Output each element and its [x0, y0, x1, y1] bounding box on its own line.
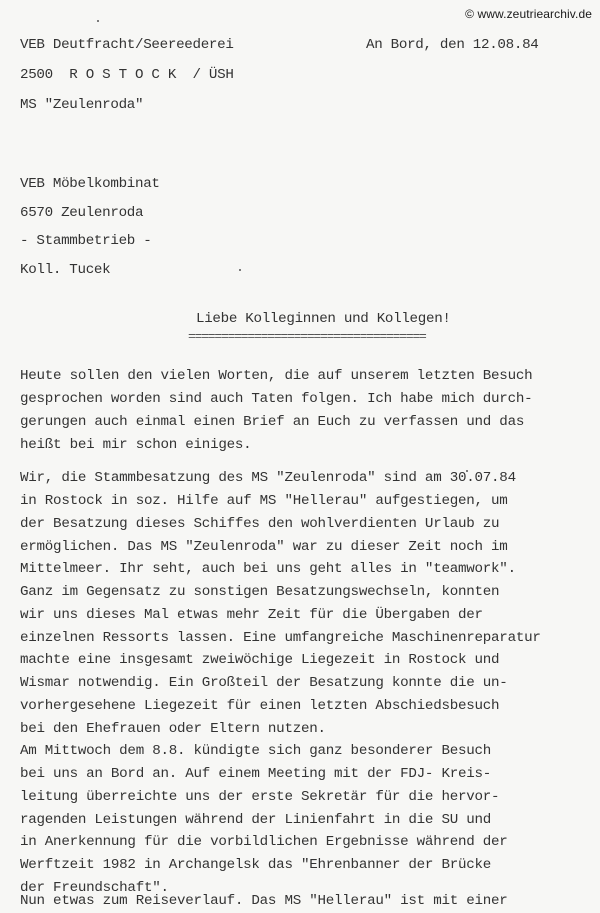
- recipient-line-2: 6570 Zeulenroda: [20, 205, 144, 221]
- paragraph-2-line: einzelnen Ressorts lassen. Eine umfangreiche Maschinenreparatur: [20, 630, 541, 646]
- paragraph-2-line: in Anerkennung für die vorbildlichen Ergebnisse während der: [20, 834, 508, 850]
- paragraph-1-line: heißt bei mir schon einiges.: [20, 437, 252, 453]
- archive-watermark: © www.zeutriearchiv.de: [465, 7, 592, 21]
- paragraph-2-line: Am Mittwoch dem 8.8. kündigte sich ganz besonderer Besuch: [20, 743, 492, 759]
- recipient-line-1: VEB Möbelkombinat: [20, 176, 160, 192]
- paper-speck: [97, 20, 99, 22]
- paragraph-2-line: ermöglichen. Das MS "Zeulenroda" war zu dieser Zeit noch im: [20, 539, 508, 555]
- paragraph-2-line: wir uns dieses Mal etwas mehr Zeit für die Übergaben der: [20, 607, 483, 623]
- salutation: Liebe Kolleginnen und Kollegen!: [196, 311, 451, 327]
- paragraph-2-line: Wismar notwendig. Ein Großteil der Besatzung konnte die un-: [20, 675, 508, 691]
- paragraph-1-line: Heute sollen den vielen Worten, die auf unserem letzten Besuch: [20, 368, 533, 384]
- paragraph-2-line: bei den Ehefrauen oder Eltern nutzen.: [20, 721, 326, 737]
- paragraph-2-line: ragenden Leistungen während der Linienfahrt in die SU und: [20, 812, 492, 828]
- paragraph-2-line: der Freundschaft".: [20, 880, 169, 896]
- paragraph-2-line: Ganz im Gegensatz zu sonstigen Besatzungswechseln, konnten: [20, 584, 500, 600]
- sender-line-1: VEB Deutfracht/Seereederei: [20, 37, 234, 53]
- recipient-line-4: Koll. Tucek: [20, 262, 111, 278]
- recipient-line-3: - Stammbetrieb -: [20, 233, 152, 249]
- sender-line-2: 2500 R O S T O C K / ÜSH: [20, 67, 234, 83]
- letter-date: An Bord, den 12.08.84: [366, 37, 539, 53]
- paragraph-2-line: Wir, die Stammbesatzung des MS "Zeulenroda" sind am 30.07.84: [20, 470, 516, 486]
- paper-speck: [239, 269, 241, 271]
- paragraph-2-line: machte eine insgesamt zweiwöchige Liegezeit in Rostock und: [20, 652, 500, 668]
- paragraph-2-line: Werftzeit 1982 in Archangelsk das "Ehrenbanner der Brücke: [20, 857, 492, 873]
- paragraph-2-line: in Rostock in soz. Hilfe auf MS "Hellerau" aufgestiegen, um: [20, 493, 508, 509]
- paragraph-2-line: Mittelmeer. Ihr seht, auch bei uns geht alles in "teamwork".: [20, 561, 516, 577]
- paragraph-1-line: gesprochen worden sind auch Taten folgen. Ich habe mich durch-: [20, 391, 533, 407]
- paragraph-2-line: vorhergesehene Liegezeit für einen letzten Abschiedsbesuch: [20, 698, 500, 714]
- paragraph-2-line: Nun etwas zum Reiseverlauf. Das MS "Hellerau" ist mit einer: [20, 893, 508, 909]
- paragraph-2-line: leitung überreichte uns der erste Sekretär für die hervor-: [20, 789, 500, 805]
- sender-line-3: MS "Zeulenroda": [20, 97, 144, 113]
- paragraph-1-line: gerungen auch einmal einen Brief an Euch zu verfassen und das: [20, 414, 525, 430]
- paragraph-2-line: der Besatzung dieses Schiffes den wohlverdienten Urlaub zu: [20, 516, 500, 532]
- salutation-underline: ====================================: [188, 329, 426, 344]
- paragraph-2-line: bei uns an Bord an. Auf einem Meeting mit der FDJ- Kreis-: [20, 766, 492, 782]
